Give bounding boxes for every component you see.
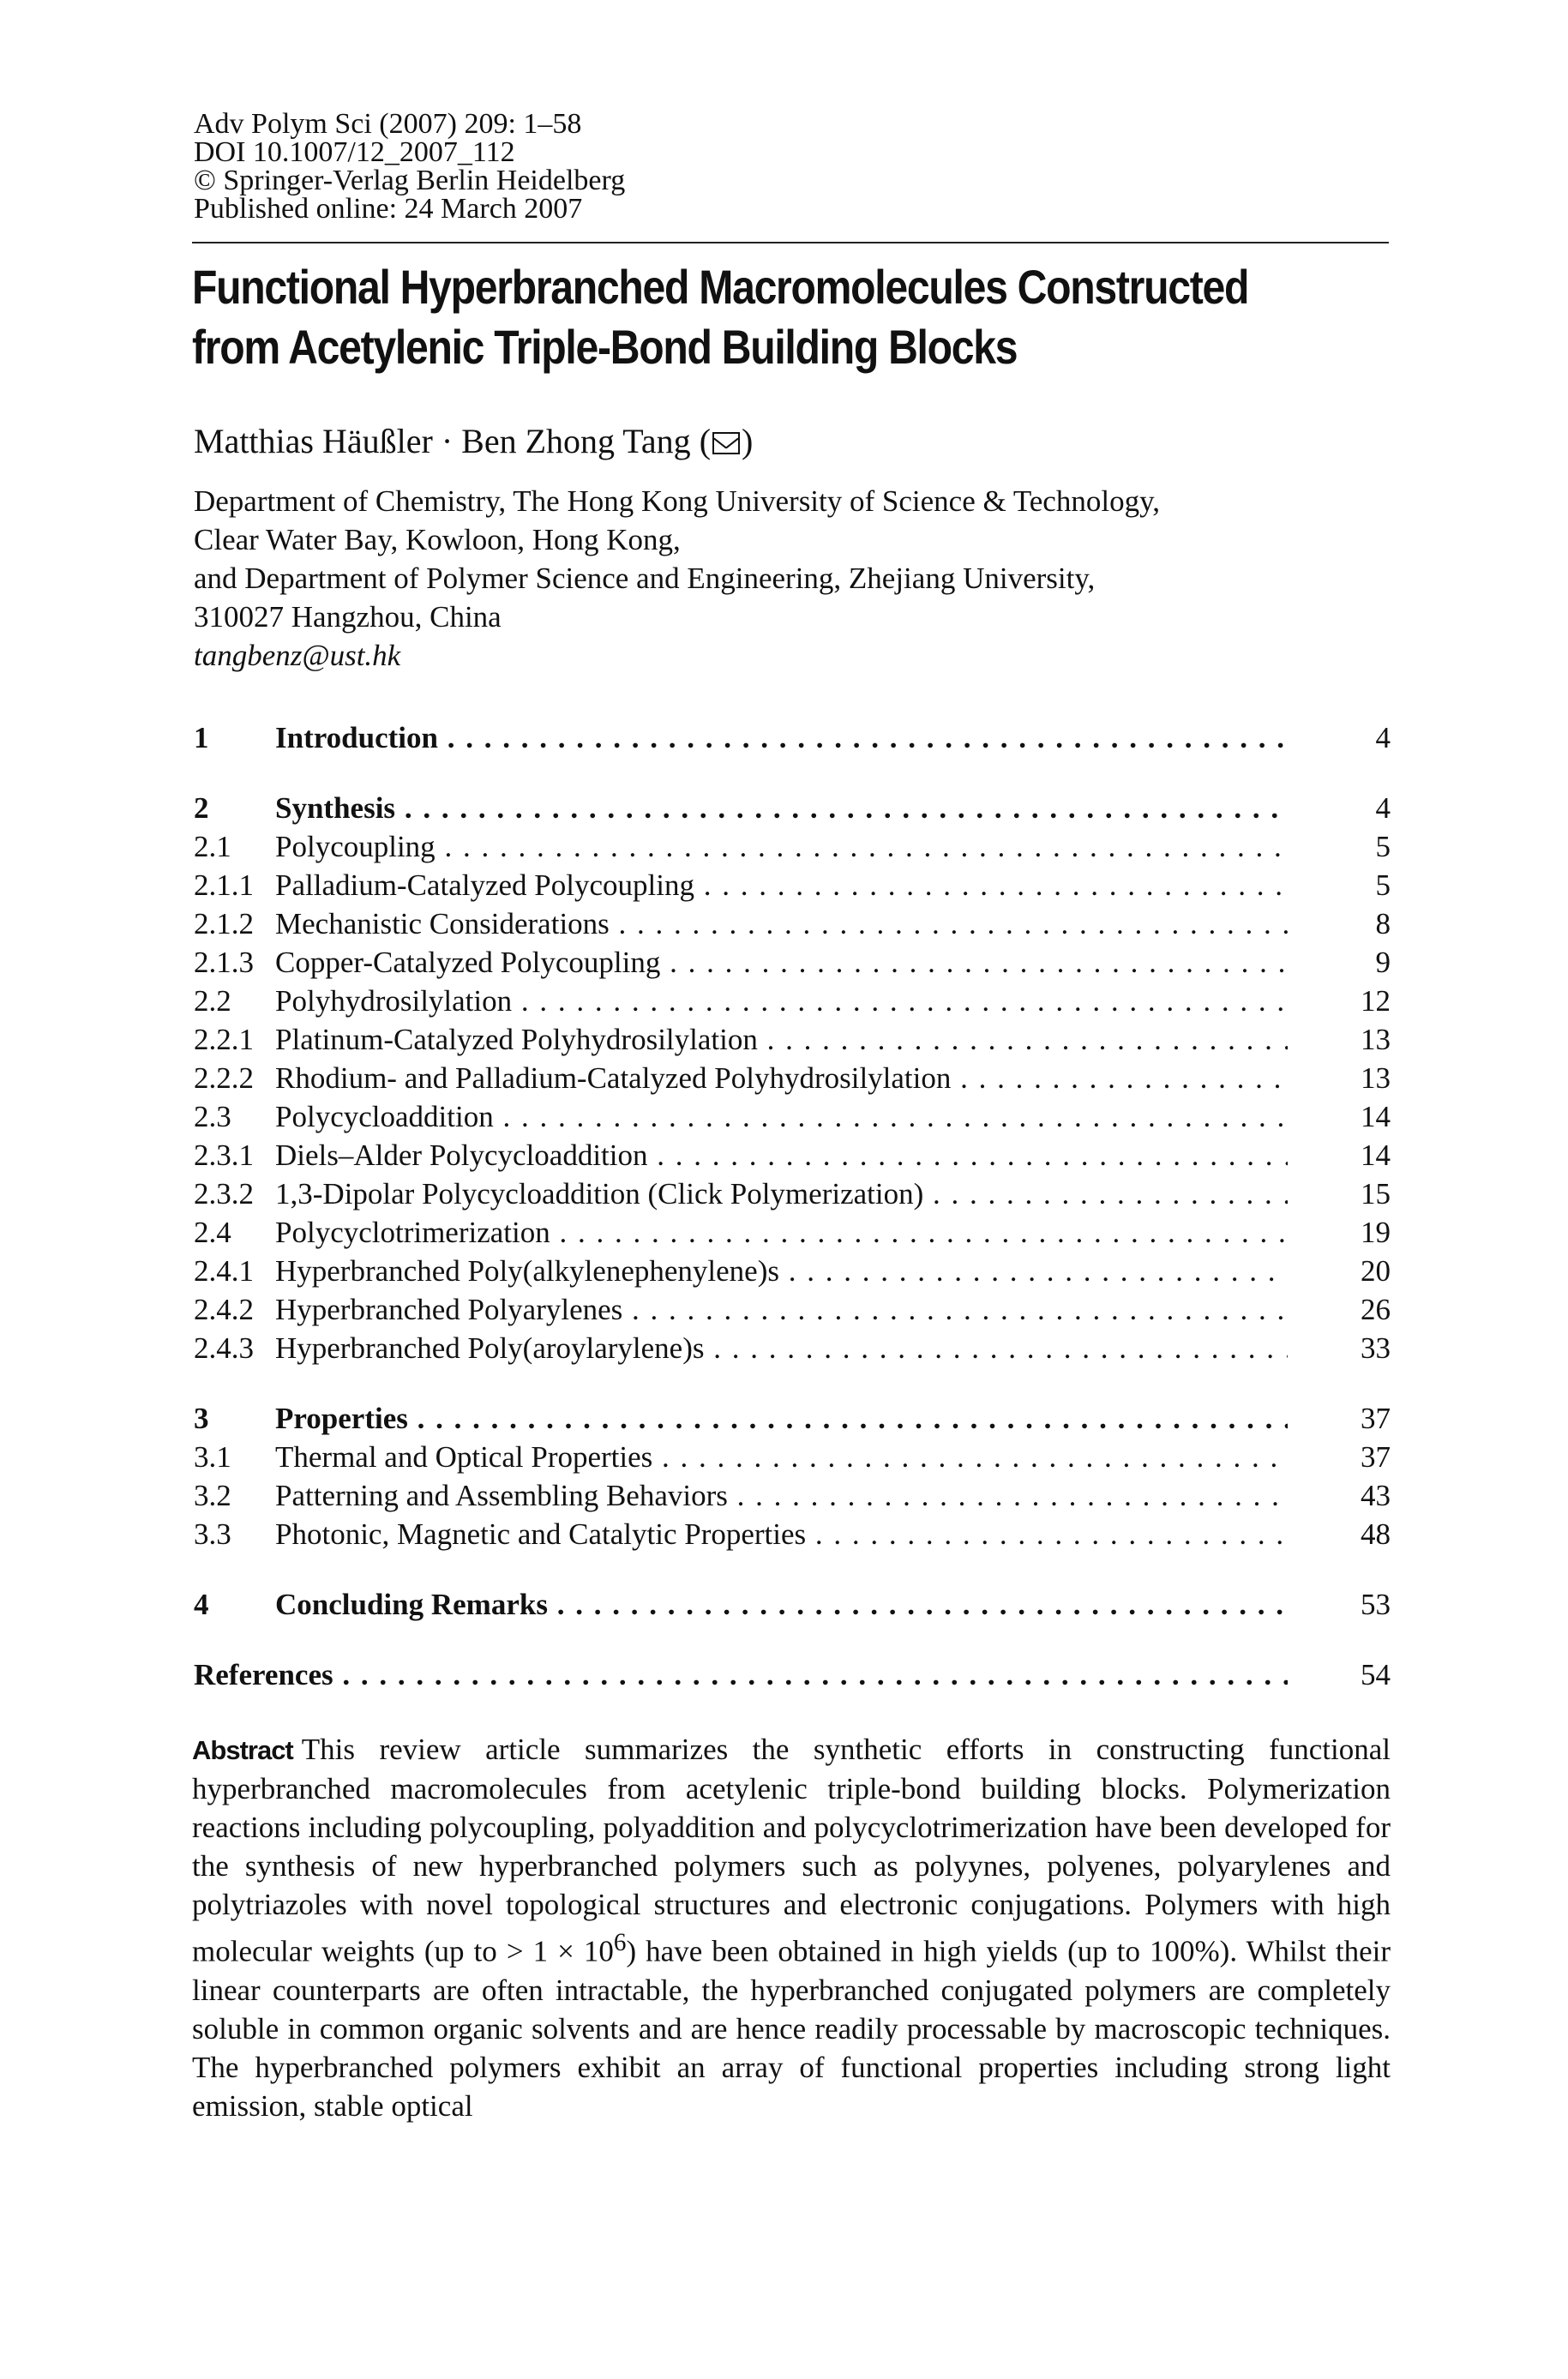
toc-entry[interactable] (194, 1585, 1391, 1624)
toc-number: 2.1.2 (194, 907, 254, 940)
toc-entry[interactable] (194, 1290, 1391, 1329)
toc-entry[interactable] (194, 1515, 1391, 1553)
toc-number: 2.1.1 (194, 868, 254, 902)
email-marker-open: ( (699, 422, 712, 460)
toc-page: 53 (1361, 1588, 1391, 1621)
toc-entry[interactable] (194, 1476, 1391, 1515)
toc-entry[interactable] (194, 1174, 1391, 1213)
toc-number: 2.4 (194, 1216, 231, 1249)
header-divider (192, 242, 1389, 243)
toc-page: 13 (1361, 1023, 1391, 1056)
toc-page: 48 (1361, 1517, 1391, 1551)
toc-page: 26 (1361, 1293, 1391, 1326)
toc-number: 3.3 (194, 1517, 231, 1551)
email-marker-close: ) (742, 422, 754, 460)
toc-number: 2.4.2 (194, 1293, 254, 1326)
toc-entry[interactable] (194, 789, 1391, 827)
toc-title: Platinum-Catalyzed Polyhydrosilylation . . . (275, 1020, 1288, 1059)
toc-number: 2.1.3 (194, 946, 254, 979)
toc-page: 5 (1375, 830, 1391, 863)
toc-title: Properties . . . (275, 1399, 1288, 1438)
affiliation-line-1: Department of Chemistry, The Hong Kong University of Science & Technology, (194, 484, 1161, 518)
toc-title: Photonic, Magnetic and Catalytic Properties . . . (275, 1515, 1288, 1553)
abstract-text-1: This review article summarizes the synthetic efforts in constructing functional hyperbranched macromolecules from acetylenic triple-bond building blocks. Polymerization reactions including polycoupling, polyaddition and polycyclotrimerization have been developed for the synthesis of new hyperbranched polymers such as polyynes, polyenes, polyarylenes and polytriazoles with novel topological structures and electronic conjugations. Polymers with high molecular weights (up to > 1 × 10 (192, 1733, 1391, 1968)
toc-title: Hyperbranched Polyarylenes . . . (275, 1290, 1288, 1329)
toc-number: 4 (194, 1588, 209, 1621)
toc-number: 2.4.1 (194, 1254, 254, 1288)
toc-entry[interactable] (194, 718, 1391, 757)
toc-title: 1,3-Dipolar Polycycloaddition (Click Polymerization) . . . (275, 1174, 1288, 1213)
corresponding-email[interactable]: tangbenz@ust.hk (194, 639, 401, 672)
toc-title: Concluding Remarks . . . (275, 1585, 1288, 1624)
toc-page: 37 (1361, 1402, 1391, 1435)
toc-entry[interactable] (194, 827, 1391, 866)
toc-title: Polyhydrosilylation . . . (275, 982, 1288, 1020)
toc-page: 54 (1361, 1658, 1391, 1691)
toc-page: 13 (1361, 1061, 1391, 1095)
toc-page: 5 (1375, 868, 1391, 902)
author-2: Ben Zhong Tang (461, 422, 691, 460)
affiliation (194, 482, 1160, 675)
toc-page: 14 (1361, 1138, 1391, 1172)
toc-title: References . . . (194, 1655, 1288, 1694)
toc-number: 2.4.3 (194, 1331, 254, 1365)
toc-title: Synthesis . . . (275, 789, 1288, 827)
toc-title: Introduction . . . (275, 718, 1288, 757)
toc-entry[interactable] (194, 1059, 1391, 1097)
toc-entry[interactable] (194, 1329, 1391, 1367)
toc-title: Mechanistic Considerations . . . (275, 904, 1288, 943)
abstract-heading: Abstract (192, 1735, 293, 1765)
toc-title: Hyperbranched Poly(alkylenephenylene)s . . . (275, 1252, 1288, 1290)
toc-title: Copper-Catalyzed Polycoupling . . . (275, 943, 1288, 982)
toc-page: 20 (1361, 1254, 1391, 1288)
toc-title: Hyperbranched Poly(aroylarylene)s . . . (275, 1329, 1288, 1367)
toc-page: 37 (1361, 1440, 1391, 1474)
abstract-text-2: ) have been obtained in high yields (up to 100%). Whilst their linear counterparts are often intractable, the hyperbranched conjugated polymers are completely soluble in common organic solvents and are hence readily processable by macroscopic techniques. The hyperbranched polymers exhibit an array of functional properties including strong light emission, stable optical (192, 1934, 1391, 2123)
abstract-exponent: 6 (613, 1929, 627, 1956)
toc-title: Palladium-Catalyzed Polycoupling . . . (275, 866, 1288, 904)
affiliation-line-4: 310027 Hangzhou, China (194, 600, 502, 634)
journal-citation: Adv Polym Sci (2007) 209: 1–58 (194, 108, 582, 140)
toc-number: 2 (194, 791, 209, 825)
toc-number: 3.1 (194, 1440, 231, 1474)
toc-number: 1 (194, 721, 209, 754)
toc-number: 3 (194, 1402, 209, 1435)
toc-entry[interactable] (194, 866, 1391, 904)
toc-entry[interactable] (194, 904, 1391, 943)
toc-page: 33 (1361, 1331, 1391, 1365)
toc-title: Polycyclotrimerization . . . (275, 1213, 1288, 1252)
abstract (192, 1730, 1391, 2125)
author-list (194, 420, 753, 463)
toc-entry[interactable] (194, 943, 1391, 982)
toc-page: 14 (1361, 1100, 1391, 1133)
toc-title: Rhodium- and Palladium-Catalyzed Polyhydrosilylation . . . (275, 1059, 1288, 1097)
toc-page: 9 (1375, 946, 1391, 979)
author-1: Matthias Häußler (194, 422, 433, 460)
toc-page: 15 (1361, 1177, 1391, 1211)
toc-page: 43 (1361, 1479, 1391, 1512)
toc-title: Diels–Alder Polycycloaddition . . . (275, 1136, 1288, 1174)
toc-number: 2.3 (194, 1100, 231, 1133)
toc-number: 2.2.2 (194, 1061, 254, 1095)
toc-title: Thermal and Optical Properties . . . (275, 1438, 1288, 1476)
affiliation-line-3: and Department of Polymer Science and Engineering, Zhejiang University, (194, 562, 1096, 595)
toc-number: 2.2 (194, 984, 231, 1018)
toc-page: 4 (1375, 791, 1391, 825)
affiliation-line-2: Clear Water Bay, Kowloon, Hong Kong, (194, 523, 681, 556)
published-date: Published online: 24 March 2007 (194, 193, 583, 225)
toc-page: 8 (1375, 907, 1391, 940)
copyright: © Springer-Verlag Berlin Heidelberg (194, 165, 626, 196)
toc-number: 2.1 (194, 830, 231, 863)
envelope-icon (712, 432, 740, 454)
title-line-1: Functional Hyperbranched Macromolecules Constructed (192, 260, 1249, 314)
toc-page: 4 (1375, 721, 1391, 754)
toc-entry[interactable] (194, 1097, 1391, 1136)
title-line-2: from Acetylenic Triple-Bond Building Blocks (192, 320, 1018, 374)
toc-entry[interactable] (194, 1399, 1391, 1438)
toc-number: 2.3.1 (194, 1138, 254, 1172)
toc-number: 2.2.1 (194, 1023, 254, 1056)
toc-entry[interactable] (194, 982, 1391, 1020)
toc-title: Patterning and Assembling Behaviors . . . (275, 1476, 1288, 1515)
toc-title: Polycycloaddition . . . (275, 1097, 1288, 1136)
toc-entry[interactable] (194, 1438, 1391, 1476)
journal-header (194, 110, 625, 223)
paper-title (192, 257, 1298, 377)
toc-entry-references[interactable] (194, 1655, 1391, 1694)
table-of-contents (194, 718, 1391, 1694)
author-separator: · (441, 422, 454, 460)
toc-page: 19 (1361, 1216, 1391, 1249)
toc-entry[interactable] (194, 1136, 1391, 1174)
doi: DOI 10.1007/12_2007_112 (194, 136, 515, 168)
toc-number: 2.3.2 (194, 1177, 254, 1211)
toc-entry[interactable] (194, 1020, 1391, 1059)
toc-entry[interactable] (194, 1252, 1391, 1290)
toc-entry[interactable] (194, 1213, 1391, 1252)
toc-number: 3.2 (194, 1479, 231, 1512)
toc-title: Polycoupling . . . (275, 827, 1288, 866)
toc-page: 12 (1361, 984, 1391, 1018)
